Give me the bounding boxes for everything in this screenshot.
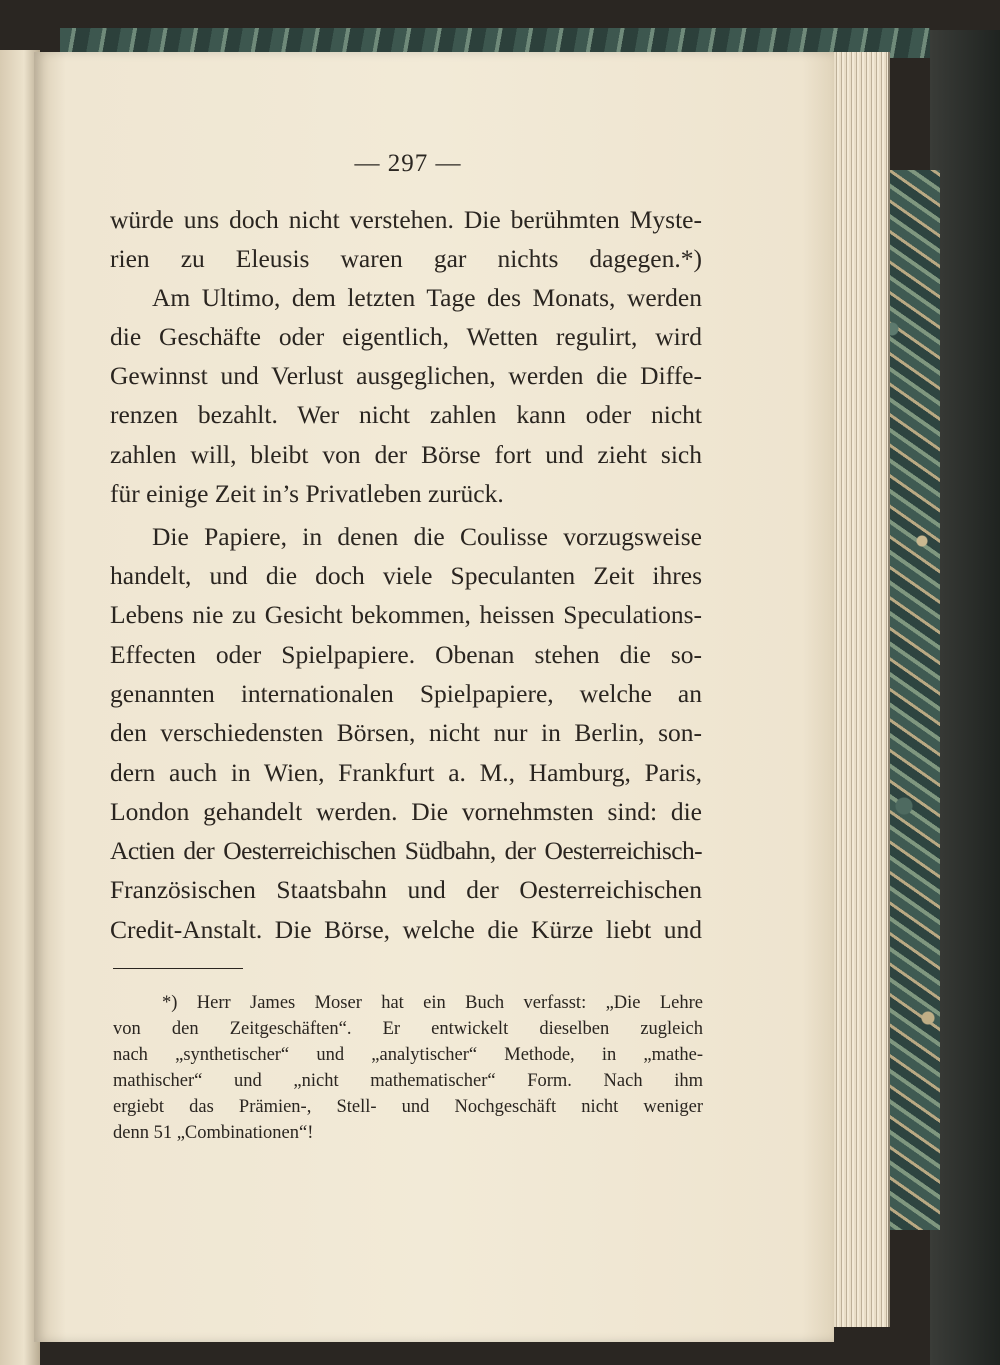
body-line: Die Papiere, in denen die Coulisse vorzugsweise (152, 522, 702, 551)
body-line: handelt, und die doch viele Speculanten Zeit ihres (110, 561, 702, 590)
footnote-line: mathischer“ und „nicht mathematischer“ Form. Nach ihm (113, 1071, 703, 1091)
book-cover-right (930, 30, 1000, 1365)
body-line: renzen bezahlt. Wer nicht zahlen kann oder nicht (110, 400, 702, 429)
body-line: genannten internationalen Spielpapiere, welche an (110, 679, 702, 708)
footnote-rule (113, 968, 243, 969)
body-line: Französischen Staatsbahn und der Oesterreichischen (110, 875, 702, 904)
body-line: rien zu Eleusis waren gar nichts dagegen.*) (110, 244, 702, 273)
body-line: den verschiedensten Börsen, nicht nur in Berlin, son- (110, 718, 702, 747)
body-line: dern auch in Wien, Frankfurt a. M., Hamburg, Paris, (110, 758, 702, 787)
body-line: die Geschäfte oder eigentlich, Wetten regulirt, wird (110, 322, 702, 351)
body-line: London gehandelt werden. Die vornehmsten sind: die (110, 797, 702, 826)
footnote-line: *) Herr James Moser hat ein Buch verfasst: „Die Lehre (162, 993, 703, 1013)
body-line: Actien der Oesterreichischen Südbahn, der Oesterreichisch- (110, 836, 702, 865)
footnote-line: ergiebt das Prämien-, Stell- und Nochgeschäft nicht weniger (113, 1097, 703, 1117)
body-line: Am Ultimo, dem letzten Tage des Monats, werden (152, 283, 702, 312)
body-line: Lebens nie zu Gesicht bekommen, heissen Speculations- (110, 600, 702, 629)
footnote-line: denn 51 „Combinationen“! (113, 1123, 314, 1143)
page-stack-edges (834, 52, 890, 1327)
body-line: Effecten oder Spielpapiere. Obenan stehen die so- (110, 640, 702, 669)
page-number: — 297 — (354, 150, 462, 177)
footnote-line: nach „synthetischer“ und „analytischer“ Methode, in „mathe- (113, 1045, 703, 1065)
body-line: Credit-Anstalt. Die Börse, welche die Kürze liebt und (110, 915, 702, 944)
body-line: zahlen will, bleibt von der Börse fort und zieht sich (110, 440, 702, 469)
body-line: Gewinnst und Verlust ausgeglichen, werden die Diffe- (110, 361, 702, 390)
body-line: für einige Zeit in’s Privatleben zurück. (110, 479, 504, 508)
body-line: würde uns doch nicht verstehen. Die berühmten Myste- (110, 205, 702, 234)
footnote-line: von den Zeitgeschäften“. Er entwickelt dieselben zugleich (113, 1019, 703, 1039)
